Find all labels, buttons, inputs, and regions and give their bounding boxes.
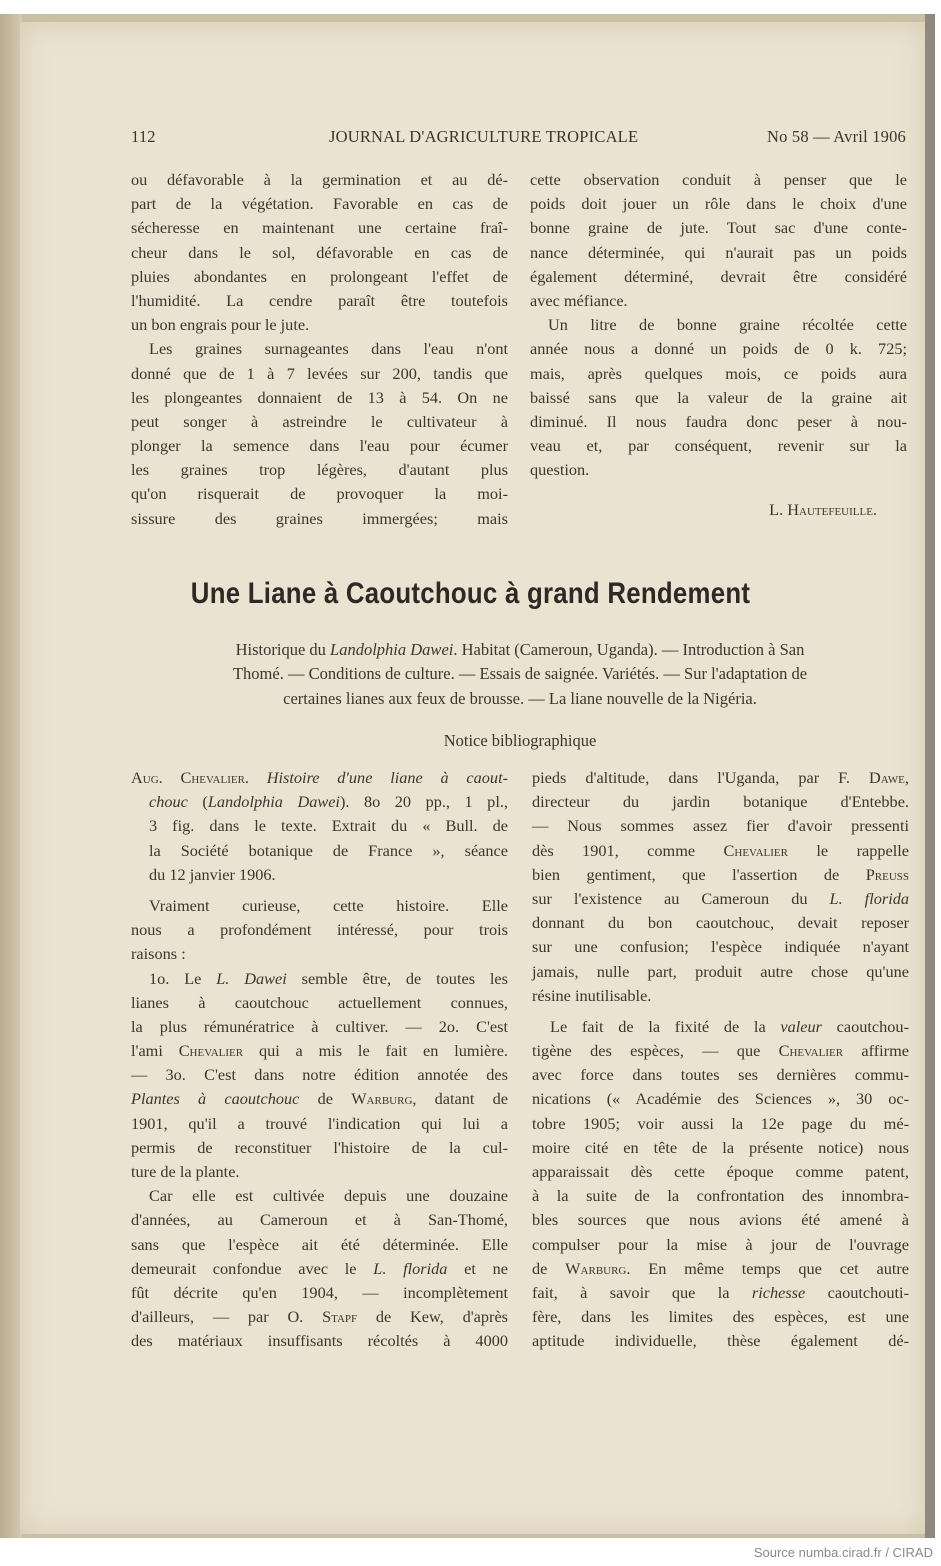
text-run: certaines lianes aux feux de brousse. — La liane nouvelle de la Nigéria. <box>283 688 757 708</box>
author-signature: L. Hautefeuille. <box>769 500 877 519</box>
article-right-column <box>532 766 909 1354</box>
text-line: la Société botanique de France », séance <box>149 840 508 860</box>
text-line <box>131 1039 508 1063</box>
text-run: caoutchou- <box>821 1016 909 1036</box>
text-line: donnant du bon caoutchouc, devait reposer <box>532 913 909 933</box>
text-line <box>532 1281 909 1305</box>
text-line <box>532 1015 909 1039</box>
text-run: et ne <box>447 1258 508 1278</box>
text-line: sur une confusion; l'espèce indiquée n'ayant <box>532 937 909 957</box>
text-line: nous a profondément intéressé, pour trois <box>131 920 508 940</box>
text-line: des matériaux insuffisants récoltés à 4000 <box>131 1331 508 1351</box>
text-line: avec méfiance. <box>530 290 628 310</box>
italic-text: richesse <box>751 1282 806 1302</box>
paragraph <box>530 313 907 482</box>
text-line: baissé sans que la valeur de la graine ait <box>530 387 907 407</box>
text-run: de <box>299 1089 352 1109</box>
text-line: sécheresse en maintenant une certaine fraî- <box>131 218 508 238</box>
text-run: l'ami <box>131 1041 179 1061</box>
summary-line <box>140 687 900 711</box>
italic-text: Plantes à caoutchouc <box>131 1089 300 1109</box>
text-line: moire cité en tête de la présente notice) nous <box>532 1137 909 1157</box>
text-line: les graines trop légères, d'autant plus <box>131 460 508 480</box>
text-line <box>131 967 508 991</box>
paragraph <box>131 337 508 531</box>
small-caps-name: Stapf <box>322 1307 358 1327</box>
text-line: — Nous sommes assez fier d'avoir pressenti <box>532 816 909 836</box>
text-line: sissure des graines immergées; mais <box>131 508 508 528</box>
text-run: , datant de <box>412 1089 509 1109</box>
text-line: cheur dans le sol, défavorable en cas de <box>131 242 508 262</box>
text-line: peut songer à astreindre le cultivateur à <box>131 411 508 431</box>
text-line: diminué. Il nous faudra donc peser à nou- <box>530 411 907 431</box>
text-line: qu'on risquerait de provoquer la moi- <box>131 484 508 504</box>
page-number: 112 <box>131 127 156 146</box>
text-run: le rappelle <box>787 840 909 860</box>
text-line: nications (« Académie des Sciences », 30 oc- <box>532 1089 909 1109</box>
small-caps-name: Warburg <box>351 1089 413 1109</box>
text-line: poids doit jouer un rôle dans le choix d'une <box>530 194 907 214</box>
text-line: Car elle est cultivée depuis une douzaine <box>149 1186 508 1206</box>
text-run: . Habitat (Cameroun, Uganda). — Introduction à San <box>453 640 805 659</box>
text-line: question. <box>530 460 590 480</box>
text-line: à la suite de la confrontation des innombra- <box>532 1186 909 1206</box>
text-line: directeur du jardin botanique d'Entebbe. <box>532 792 909 812</box>
article-summary <box>140 638 900 711</box>
text-line: d'années, au Cameroun et à San-Thomé, <box>131 1210 508 1230</box>
text-line <box>131 790 508 814</box>
small-caps-name: Chevalier <box>723 840 788 860</box>
text-line <box>532 766 909 790</box>
article-left-column <box>131 766 508 1354</box>
top-left-column <box>131 168 508 531</box>
text-run: 1o. Le <box>149 968 217 988</box>
small-caps-name: Chevalier <box>778 1041 844 1061</box>
text-line: année nous a donné un poids de 0 k. 725; <box>530 339 907 359</box>
text-run: ( <box>187 792 208 812</box>
small-caps-name: Chevalier <box>178 1041 244 1061</box>
text-line: Vraiment curieuse, cette histoire. Elle <box>149 895 508 915</box>
small-caps-name: Preuss <box>865 864 909 884</box>
text-line: 3 fig. dans le texte. Extrait du « Bull. de <box>149 816 508 836</box>
text-line <box>532 1039 909 1063</box>
small-caps-name: Aug. Chevalier <box>131 768 245 787</box>
running-header <box>131 127 906 149</box>
text-line: — 3o. C'est dans notre édition annotée des <box>131 1065 508 1085</box>
text-line <box>131 1305 508 1329</box>
small-caps-name: Dawe <box>868 768 905 787</box>
text-run: Thomé. — Conditions de culture. — Essais de saignée. Variétés. — Sur l'adaptation de <box>232 664 808 684</box>
text-line: Un litre de bonne graine récoltée cette <box>548 315 907 335</box>
text-run: de Kew, d'après <box>357 1307 509 1327</box>
text-line: bonne graine de jute. Tout sac d'une conte- <box>530 218 907 238</box>
text-run: caoutchouti- <box>805 1282 909 1302</box>
italic-text: Histoire d'une liane à caout- <box>266 768 509 787</box>
text-run: . <box>244 768 267 787</box>
text-line: tobre 1905; voir aussi la 12e page du mé- <box>532 1113 909 1133</box>
paragraph <box>532 766 909 1008</box>
text-line: veau et, par conséquent, revenir sur la <box>530 436 907 456</box>
paragraph <box>131 967 508 1185</box>
text-line: bles sources que nous avions été amené à <box>532 1210 909 1230</box>
text-line: raisons : <box>131 944 186 964</box>
text-line: pluies abondantes en prolongeant l'effet de <box>131 266 508 286</box>
issue-info: No 58 — Avril 1906 <box>767 127 906 146</box>
text-line: ture de la plante. <box>131 1162 240 1181</box>
text-line: 1901, qu'il a trouvé l'indication qui lui a <box>131 1113 508 1133</box>
text-line: cette observation conduit à penser que le <box>530 170 907 189</box>
text-line <box>131 1257 508 1281</box>
text-run: d'ailleurs, — par O. <box>131 1307 323 1327</box>
signature-block <box>530 490 907 522</box>
text-run: sur l'existence au Cameroun du <box>532 888 830 908</box>
text-run: fait, à savoir que la <box>532 1282 752 1302</box>
italic-text: valeur <box>780 1016 822 1036</box>
text-line: Les graines surnageantes dans l'eau n'ont <box>149 339 508 359</box>
binding-edge <box>0 14 22 1538</box>
text-run: Le fait de la fixité de la <box>550 1016 781 1036</box>
top-right-column <box>530 168 907 482</box>
text-line <box>131 1087 508 1111</box>
italic-text: chouc <box>149 792 188 812</box>
text-line: ou défavorable à la germination et au dé- <box>131 170 508 189</box>
text-line: un bon engrais pour le jute. <box>131 315 310 335</box>
text-run: de <box>532 1258 566 1278</box>
text-line: nance déterminée, qui n'aurait pas un poids <box>530 242 907 262</box>
text-line <box>131 766 508 790</box>
text-run: Historique du <box>235 640 331 659</box>
italic-text: L. Dawei <box>216 968 287 988</box>
text-line <box>532 1257 909 1281</box>
text-line: lianes à caoutchouc actuellement connues, <box>131 992 508 1012</box>
text-line: donné que de 1 à 7 levées sur 200, tandis que <box>131 363 508 383</box>
text-run: pieds d'altitude, dans l'Uganda, par F. <box>532 768 869 787</box>
paragraph <box>131 1184 508 1353</box>
text-line: permis de reconstituer l'histoire de la cul- <box>131 1137 508 1157</box>
source-credit: Source numba.cirad.fr / CIRAD <box>753 1545 933 1560</box>
summary-line <box>140 662 900 686</box>
text-line: compulser pour la mise à jour de l'ouvrage <box>532 1234 909 1254</box>
text-line: avec force dans toutes ses dernières commu- <box>532 1065 909 1085</box>
text-line: du 12 janvier 1906. <box>149 864 276 884</box>
text-line: part de la végétation. Favorable en cas de <box>131 194 508 214</box>
text-run: bien gentiment, que l'assertion de <box>532 864 866 884</box>
text-line: plonger la semence dans l'eau pour écumer <box>131 436 508 456</box>
paragraph <box>530 168 907 313</box>
text-line: jamais, nulle part, produit autre chose qu'une <box>532 961 909 981</box>
text-line: les plongeantes donnaient de 13 à 54. On ne <box>131 387 508 407</box>
text-line: la plus rémunératrice à cultiver. — 2o. C'est <box>131 1016 508 1036</box>
text-line: aptitude individuelle, thèse également dé- <box>532 1331 909 1351</box>
text-line: résine inutilisable. <box>532 985 652 1005</box>
text-line: fère, dans les limites des espèces, est une <box>532 1307 909 1327</box>
italic-text: Landolphia Dawei <box>330 640 454 659</box>
text-run: tigène des espèces, — que <box>532 1041 779 1061</box>
text-line: fût décrite qu'en 1904, — incomplètement <box>131 1282 508 1302</box>
journal-title: JOURNAL D'AGRICULTURE TROPICALE <box>329 127 639 146</box>
text-line: mais, après quelques mois, ce poids aura <box>530 363 907 383</box>
text-run: semble être, de toutes les <box>286 968 508 988</box>
summary-line <box>140 638 900 662</box>
text-line: apparaissait dès cette époque comme patent, <box>532 1162 909 1181</box>
text-line: également déterminé, devrait être considéré <box>530 266 907 286</box>
italic-text: Landolphia Dawei <box>207 792 340 812</box>
section-heading: Notice bibliographique <box>443 731 597 750</box>
text-line <box>532 863 909 887</box>
text-run: affirme <box>843 1041 909 1061</box>
italic-text: L. florida <box>373 1258 448 1278</box>
text-run: dès 1901, comme <box>532 840 724 860</box>
text-line <box>532 839 909 863</box>
page-edge <box>925 14 935 1538</box>
text-line: sans que l'espèce ait été déterminée. Elle <box>131 1234 508 1254</box>
text-run: demeurait confondue avec le <box>131 1258 374 1278</box>
paragraph <box>131 894 508 967</box>
small-caps-name: Warburg <box>565 1258 627 1278</box>
text-line <box>532 887 909 911</box>
paragraph <box>532 1015 909 1354</box>
paragraph <box>131 766 508 887</box>
text-run: qui a mis le fait en lumière. <box>243 1041 508 1061</box>
text-run: , <box>904 768 909 787</box>
italic-text: L. florida <box>829 888 909 908</box>
text-run: . En même temps que cet autre <box>626 1258 910 1278</box>
text-line: l'humidité. La cendre paraît être toutefois <box>131 290 508 310</box>
text-run: ). 8o 20 pp., 1 pl., <box>339 792 508 812</box>
article-title: Une Liane à Caoutchouc à grand Rendement <box>190 577 751 610</box>
paragraph <box>131 168 508 337</box>
